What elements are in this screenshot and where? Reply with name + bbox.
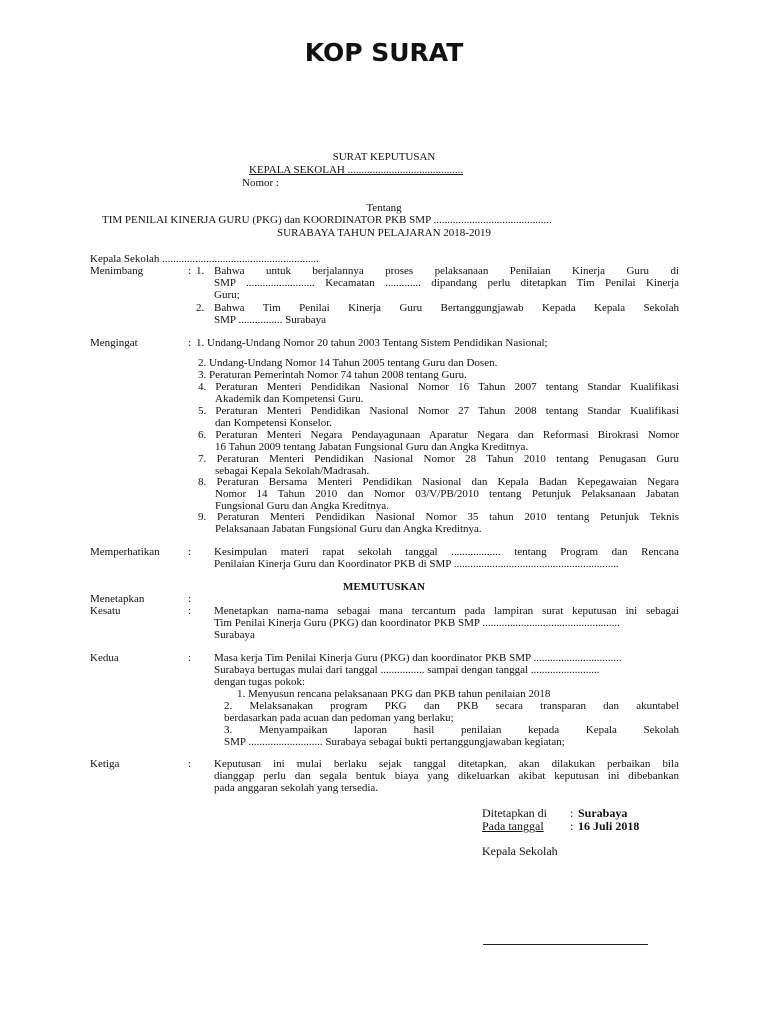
menetapkan-colon: : — [188, 593, 192, 605]
menimbang-2-line-2: SMP ................ Surabaya — [214, 314, 327, 326]
kedua-task-3-line-1: 3. Menyampaikan laporan hasil penilaian kepada Kepala Sekolah — [224, 724, 679, 736]
subject-line-1: TIM PENILAI KINERJA GURU (PKG) dan KOORDINATOR PKB SMP ........................................... — [102, 214, 552, 226]
menetapkan-label: Menetapkan — [90, 593, 145, 605]
signature-line — [483, 944, 648, 945]
mengingat-4-line-1: 4. Peraturan Menteri Pendidikan Nasional Nomor 16 Tahun 2007 tentang Standar Kualifikasi — [198, 381, 679, 393]
ketiga-text — [214, 758, 679, 794]
ketiga-line-2: dianggap perlu dan segala bentuk biaya yang dikeluarkan akibat keputusan ini dibebankan — [214, 770, 679, 782]
kedua-task-3-line-2: SMP ........................... Surabaya sebagai bukti pertanggungjawaban kegiatan; — [224, 736, 565, 748]
memperhatikan-colon: : — [188, 546, 192, 558]
mengingat-4-line-2: Akademik dan Kompetensi Guru. — [215, 393, 364, 405]
date-label: Pada tanggal — [482, 819, 544, 833]
mengingat-8-line-1: 8. Peraturan Bersama Menteri Pendidikan Nasional dan Kepala Badan Kepegawaian Negara — [198, 476, 679, 488]
subject-line-2: SURABAYA TAHUN PELAJARAN 2018-2019 — [277, 227, 491, 239]
mengingat-item-7 — [198, 453, 679, 477]
menimbang-num-2: 2. — [196, 302, 205, 314]
memperhatikan-label: Memperhatikan — [90, 546, 160, 558]
kedua-line-2: Surabaya bertugas mulai dari tanggal ................ sampai dengan tanggal ......................... — [214, 664, 600, 676]
menimbang-1-line-1: Bahwa untuk berjalannya proses pelaksanaan Penilaian Kinerja Guru di — [214, 265, 679, 277]
kedua-line-1: Masa kerja Tim Penilai Kinerja Guru (PKG) dan koordinator PKB SMP ................................ — [214, 652, 622, 664]
menimbang-2-line-1: Bahwa Tim Penilai Kinerja Guru Bertanggungjawab Kepada Kepala Sekolah — [214, 302, 679, 314]
kedua-line-3: dengan tugas pokok: — [214, 676, 306, 688]
menimbang-item-2 — [214, 302, 679, 326]
mengingat-7-line-2: sebagai Kepala Sekolah/Madrasah. — [215, 465, 370, 477]
mengingat-8-line-2: Nomor 14 Tahun 2010 dan Nomor 03/V/PB/2010 tentang Petunjuk Pelaksanaan Jabatan — [215, 488, 679, 500]
ketiga-line-3: pada anggaran sekolah yang tersedia. — [214, 782, 379, 794]
date-separator: : — [570, 819, 574, 833]
kedua-task-3 — [224, 724, 679, 748]
mengingat-9-line-1: 9. Peraturan Menteri Pendidikan Nasional Nomor 35 tahun 2010 tentang Petunjuk Teknis — [198, 511, 679, 523]
signatory-title: Kepala Sekolah — [482, 844, 558, 858]
letterhead-title: KOP SURAT — [304, 38, 464, 67]
menimbang-item-1 — [214, 265, 679, 301]
ketiga-label: Ketiga — [90, 758, 120, 770]
mengingat-item-8 — [198, 476, 679, 512]
kesatu-line-3: Surabaya — [214, 629, 255, 641]
menimbang-1-line-3: Guru; — [214, 289, 240, 301]
mengingat-item-9 — [198, 511, 679, 535]
mengingat-5-line-1: 5. Peraturan Menteri Pendidikan Nasional Nomor 27 Tahun 2008 tentang Standar Kualifikasi — [198, 405, 679, 417]
memperhatikan-line-2: Penilaian Kinerja Guru dan Koordinator PKB di SMP ............................................................ — [214, 558, 619, 570]
kedua-label: Kedua — [90, 652, 119, 664]
menimbang-num-1: 1. — [196, 265, 205, 277]
kesatu-colon: : — [188, 605, 192, 617]
kesatu-text — [214, 605, 679, 641]
ketiga-colon: : — [188, 758, 192, 770]
place-label: Ditetapkan di — [482, 806, 547, 820]
date-row — [482, 819, 652, 833]
kedua-task-1: 1. Menyusun rencana pelaksanaan PKG dan PKB tahun penilaian 2018 — [237, 688, 551, 700]
kesatu-label: Kesatu — [90, 605, 121, 617]
kedua-task-2-line-2: berdasarkan pada acuan dan pedoman yang berlaku; — [224, 712, 454, 724]
memutuskan-heading: MEMUTUSKAN — [343, 581, 425, 593]
memperhatikan-text — [214, 546, 679, 570]
mengingat-item-2: 2. Undang-Undang Nomor 14 Tahun 2005 tentang Guru dan Dosen. — [198, 357, 498, 369]
kesatu-line-2: Tim Penilai Kinerja Guru (PKG) dan koordinator PKB SMP .................................................. — [214, 617, 620, 629]
mengingat-8-line-3: Fungsional Guru dan Angka Kreditnya. — [215, 500, 389, 512]
mengingat-6-line-1: 6. Peraturan Menteri Negara Pendayagunaan Aparatur Negara dan Reformasi Birokrasi Nomor — [198, 429, 679, 441]
memperhatikan-line-1: Kesimpulan materi rapat sekolah tanggal .................. tentang Program dan Rencana — [214, 546, 679, 558]
mengingat-item-3: 3. Peraturan Pemerintah Nomor 74 tahun 2008 tentang Guru. — [198, 369, 467, 381]
place-separator: : — [570, 806, 574, 820]
mengingat-6-line-2: 16 Tahun 2009 tentang Jabatan Fungsional Guru dan Angka Kreditnya. — [215, 441, 529, 453]
mengingat-item-6 — [198, 429, 679, 453]
ketiga-line-1: Keputusan ini mulai berlaku sejak tanggal ditetapkan, akan dilakukan perbaikan bila — [214, 758, 679, 770]
menimbang-label: Menimbang — [90, 265, 144, 277]
place-value: Surabaya — [578, 806, 628, 820]
decree-number: Nomor : — [242, 177, 279, 189]
kedua-text — [214, 652, 679, 688]
issuer-line: KEPALA SEKOLAH .......................................... — [249, 164, 464, 176]
mengingat-item-4 — [198, 381, 679, 405]
mengingat-colon: : — [188, 337, 192, 349]
mengingat-7-line-1: 7. Peraturan Menteri Pendidikan Nasional Nomor 28 Tahun 2010 tentang Penugasan Guru — [198, 453, 679, 465]
kesatu-line-1: Menetapkan nama-nama sebagai mana tercantum pada lampiran surat keputusan ini sebagai — [214, 605, 679, 617]
date-value: 16 Juli 2018 — [578, 819, 640, 833]
intro-line: Kepala Sekolah ......................................................... — [90, 253, 319, 265]
mengingat-item-5 — [198, 405, 679, 429]
mengingat-label: Mengingat — [90, 337, 138, 349]
menimbang-colon: : — [188, 265, 192, 277]
mengingat-9-line-2: Pelaksanaan Jabatan Fungsional Guru dan Angka Kreditnya. — [215, 523, 482, 535]
kedua-task-2 — [224, 700, 679, 724]
tentang-label: Tentang — [366, 202, 402, 214]
mengingat-5-line-2: dan Kompetensi Konselor. — [215, 417, 333, 429]
mengingat-item-1: 1. Undang-Undang Nomor 20 tahun 2003 Tentang Sistem Pendidikan Nasional; — [196, 337, 548, 349]
kedua-colon: : — [188, 652, 192, 664]
decree-title: SURAT KEPUTUSAN — [332, 151, 436, 163]
menimbang-1-line-2: SMP ......................... Kecamatan ............. dipandang perlu ditetapkan Tim Penilai Kinerja — [214, 277, 679, 289]
kedua-task-2-line-1: 2. Melaksanakan program PKG dan PKB secara transparan dan akuntabel — [224, 700, 679, 712]
